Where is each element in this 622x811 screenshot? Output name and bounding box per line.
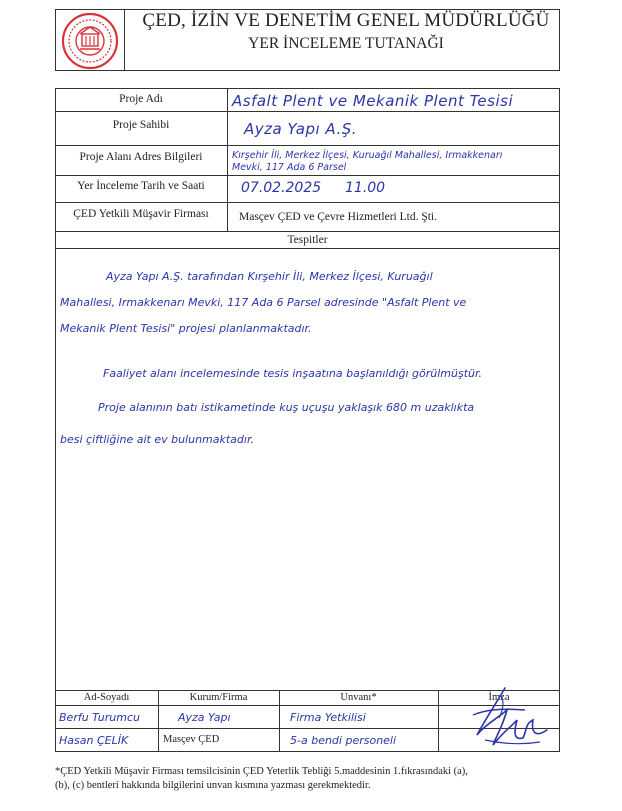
address-value-line2: Mevki, 117 Ada 6 Parsel xyxy=(232,162,347,173)
row-divider xyxy=(55,111,560,112)
address-label: Proje Alanı Adres Bilgileri xyxy=(79,151,203,163)
ministry-seal-icon xyxy=(60,12,120,70)
address-value-line1: Kırşehir İli, Merkez İlçesi, Kuruağıl Mahallesi, Irmakkenarı xyxy=(232,150,503,161)
row-divider xyxy=(55,145,560,146)
inspection-date-label: Yer İnceleme Tarih ve Saati xyxy=(77,180,205,192)
signature-column-header: İmza xyxy=(488,692,510,703)
signatory-2-name: Hasan ÇELİK xyxy=(59,734,129,747)
signatory-2-org: Masçev ÇED xyxy=(163,734,220,745)
label-column-divider xyxy=(227,88,228,231)
signatory-1-title: Firma Yetkilisi xyxy=(290,711,366,724)
findings-paragraph-2: Faaliyet alanı incelemesinde tesis inşaatına başlanıldığı görülmüştür. xyxy=(103,367,483,380)
signatory-1-name: Berfu Turumcu xyxy=(59,711,140,724)
signatory-2-title: 5-a bendi personeli xyxy=(290,734,397,747)
findings-paragraph-1: Ayza Yapı A.Ş. tarafından Kırşehir İli, Merkez İlçesi, Kuruağıl xyxy=(106,270,433,283)
findings-paragraph-1: Mahallesi, Irmakkenarı Mevki, 117 Ada 6 Parsel adresinde "Asfalt Plent ve xyxy=(60,296,467,309)
row-divider xyxy=(55,231,560,232)
project-owner-value: Ayza Yapı A.Ş. xyxy=(244,120,358,138)
findings-paragraph-3: besi çiftliğine ait ev bulunmaktadır. xyxy=(60,433,254,446)
inspection-time-value: 11.00 xyxy=(345,180,386,196)
project-owner-label: Proje Sahibi xyxy=(112,119,170,131)
findings-paragraph-1: Mekanik Plent Tesisi" projesi planlanmaktadır. xyxy=(60,322,312,335)
row-divider xyxy=(55,202,560,203)
findings-paragraph-3: Proje alanının batı istikametinde kuş uçuşu yaklaşık 680 m uzaklıkta xyxy=(98,401,475,414)
footnote-line: (b), (c) bentleri hakkında bilgilerini unvan kısmına yazması gerekmektedir. xyxy=(55,780,371,791)
footnote-line: *ÇED Yetkili Müşavir Firması temsilcisinin ÇED Yeterlik Tebliği 5.maddesinin 1.fıkrasındaki (a), xyxy=(55,766,468,777)
consultant-value: Masçev ÇED ve Çevre Hizmetleri Ltd. Şti. xyxy=(239,211,438,223)
header-divider xyxy=(124,9,125,71)
footnote xyxy=(55,765,565,793)
inspection-date-value: 07.02.2025 xyxy=(241,180,322,196)
project-name-value: Asfalt Plent ve Mekanik Plent Tesisi xyxy=(232,92,514,110)
consultant-label: ÇED Yetkili Müşavir Firması xyxy=(73,208,209,220)
signatory-1-org: Ayza Yapı xyxy=(178,711,231,724)
page-title: ÇED, İZİN VE DENETİM GENEL MÜDÜRLÜĞÜ xyxy=(142,10,550,31)
org-column-header: Kurum/Firma xyxy=(189,692,248,703)
title-column-header: Unvanı* xyxy=(340,692,377,703)
project-name-label: Proje Adı xyxy=(119,93,163,105)
row-divider xyxy=(55,175,560,176)
findings-heading: Tespitler xyxy=(287,234,328,246)
page-subtitle: YER İNCELEME TUTANAĞI xyxy=(248,35,444,52)
row-divider xyxy=(55,248,560,249)
handwritten-signature-icon xyxy=(455,680,555,760)
name-column-header: Ad-Soyadı xyxy=(83,692,130,703)
